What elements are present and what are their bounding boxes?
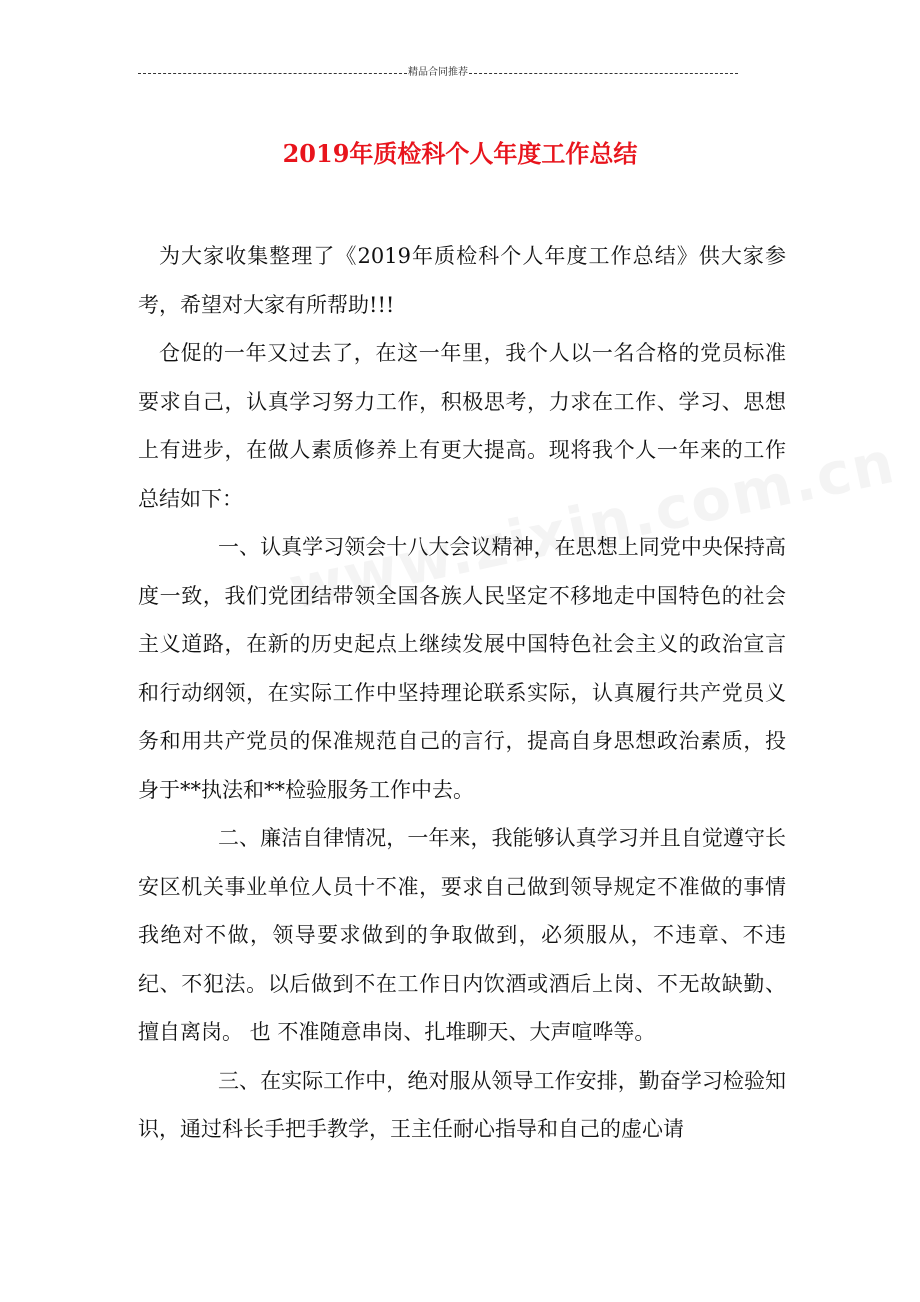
- document-title: 2019年质检科个人年度工作总结: [282, 139, 638, 169]
- document-body: [138, 232, 786, 1154]
- intro-paragraph: 为大家收集整理了《2019年质检科个人年度工作总结》供大家参考，希望对大家有所帮助!!!: [138, 244, 786, 317]
- section-three-paragraph: 三、在实际工作中，绝对服从领导工作安排，勤奋学习检验知识，通过科长手把手教学，王主任耐心指导和自己的虚心请: [138, 1068, 786, 1141]
- section-two-paragraph: 二、廉洁自律情况，一年来，我能够认真学习并且自觉遵守长安区机关事业单位人员十不准，要求自己做到领导规定不准做的事情我绝对不做，领导要求做到的争取做到，必须服从，不违章、不违纪、不犯法。以后做到不在工作日内饮酒或酒后上岗、不无故缺勤、擅自离岗。 也 不准随意串岗、扎堆聊天、大声喧哗等。: [138, 826, 786, 1044]
- opening-paragraph: 仓促的一年又过去了，在这一年里，我个人以一名合格的党员标准要求自己，认真学习努力工作，积极思考，力求在工作、学习、思想上有进步，在做人素质修养上有更大提高。现将我个人一年来的工作总结如下：: [138, 341, 786, 511]
- header-dash-right: [469, 73, 738, 74]
- document-header: [138, 66, 738, 80]
- section-one-paragraph: 一、认真学习领会十八大会议精神，在思想上同党中央保持高度一致，我们党团结带领全国各族人民坚定不移地走中国特色的社会主义道路，在新的历史起点上继续发展中国特色社会主义的政治宣言和行动纲领，在实际工作中坚持理论联系实际，认真履行共产党员义务和用共产党员的保准规范自己的言行，提高自身思想政治素质，投身于**执法和**检验服务工作中去。: [138, 535, 786, 802]
- header-dash-left: [138, 73, 407, 74]
- header-label: 精品合同推荐: [408, 67, 468, 78]
